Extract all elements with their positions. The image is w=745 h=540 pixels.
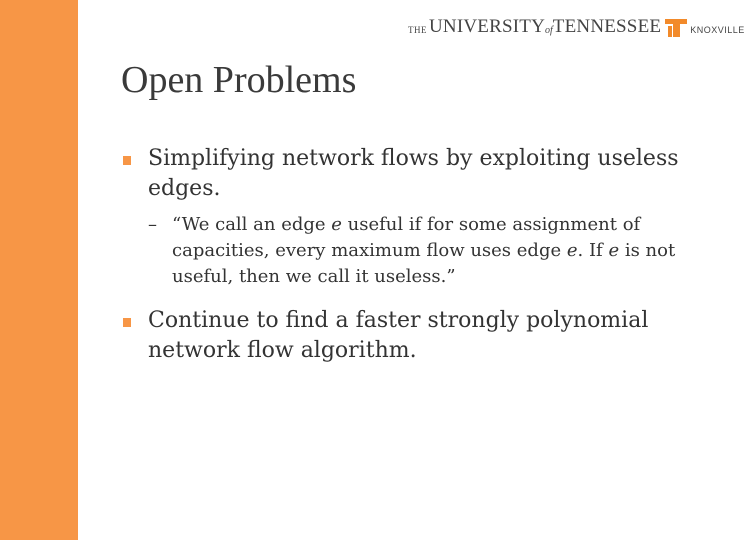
- variable-e: e: [608, 240, 620, 261]
- logo-the: THE: [408, 25, 427, 35]
- bullet-text: Simplifying network flows by exploiting useless edges.: [148, 146, 679, 201]
- slide-title: Open Problems: [121, 59, 357, 101]
- logo-of: of: [545, 25, 553, 36]
- sub-bullet-text: [172, 214, 675, 287]
- ut-power-t-icon: [665, 19, 687, 37]
- bullet-square-icon: [123, 318, 131, 327]
- quote-segment: useful if for some assignment of capacities, every maximum flow uses edge: [172, 214, 641, 261]
- quote-segment: “We call an edge: [172, 214, 332, 235]
- variable-e: e: [566, 240, 578, 261]
- logo-knoxville: KNOXVILLE: [690, 25, 745, 35]
- logo-university: UNIVERSITY: [429, 16, 545, 37]
- sub-bullet-item: [121, 212, 706, 290]
- slide-content: [121, 144, 706, 366]
- variable-e: e: [331, 214, 342, 235]
- dash-marker: –: [148, 214, 157, 235]
- logo-tennessee: TENNESSEE: [552, 16, 662, 37]
- university-logo: [408, 14, 745, 38]
- bullet-text: Continue to find a faster strongly polynomial network flow algorithm.: [148, 308, 649, 363]
- sidebar-accent-bar: [0, 0, 78, 540]
- quote-segment: is not useful, then we call it useless.”: [172, 240, 676, 287]
- ut-mark-shape: [665, 19, 687, 37]
- bullet-item: [121, 144, 706, 204]
- bullet-item: [121, 306, 706, 366]
- bullet-square-icon: [123, 156, 131, 165]
- quote-segment: . If: [577, 240, 609, 261]
